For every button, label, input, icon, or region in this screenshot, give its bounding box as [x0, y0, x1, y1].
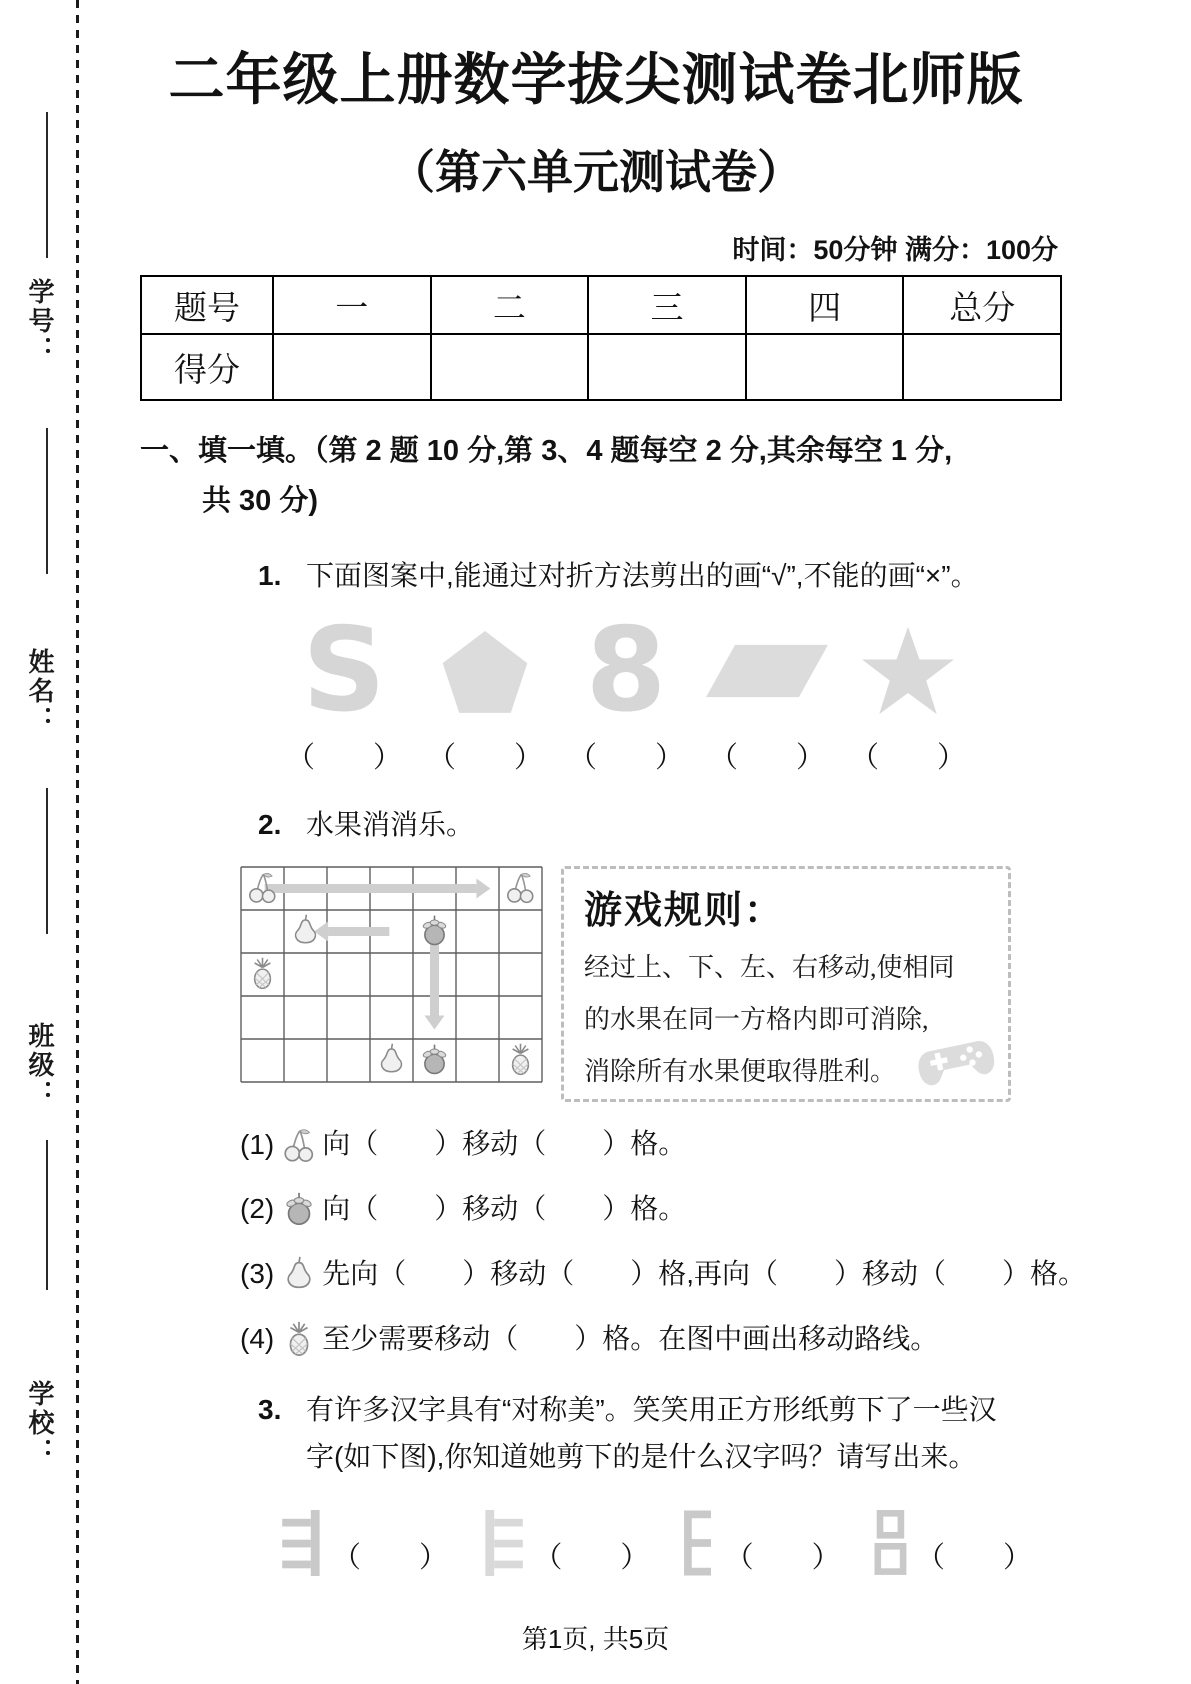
- section-heading-line1: 一、填一填。（第 2 题 10 分,第 3、4 题每空 2 分,其余每空 1 分,: [140, 435, 953, 467]
- answer-blank: （ ）: [724, 1541, 841, 1574]
- fruit-grid-figure: [240, 866, 543, 1083]
- answer-blank: （ ）: [849, 741, 966, 774]
- q1-figure-row: [280, 602, 972, 776]
- score-table: [140, 275, 1062, 401]
- student-no-label: 学号：: [25, 278, 55, 365]
- q2-sub-2-text: 向（ ）移动（ ）格。: [322, 1192, 687, 1224]
- q3-item-3: [683, 1510, 841, 1576]
- paper-cut-shape-2: [481, 1510, 525, 1576]
- pear-icon: [296, 915, 316, 943]
- q1-item-star: [844, 621, 972, 776]
- section-heading-line2: 共 30 分): [202, 484, 319, 517]
- class-label: 班级：: [25, 1022, 55, 1109]
- q2-sub-3: [240, 1252, 1087, 1297]
- school-label: 学校：: [25, 1380, 55, 1467]
- move-arrow-head: [425, 1016, 445, 1030]
- q2-sub-1: [240, 1122, 1072, 1167]
- q3-item-2: [481, 1510, 649, 1576]
- paper-cut-shape-3: [683, 1510, 717, 1576]
- mangosteen-icon: [422, 1045, 446, 1074]
- paper-cut-shape-4: [874, 1510, 908, 1576]
- shape-s: S: [302, 602, 386, 738]
- game-rules-line: 经过上、下、左、右移动,使相同: [584, 953, 955, 983]
- name-blank-line: [46, 428, 48, 574]
- score-table-header-cell: 二: [431, 276, 589, 334]
- score-table-header-cell: 总分: [903, 276, 1061, 334]
- q2-sub-1-label: (1): [240, 1128, 275, 1160]
- page-footer: 第1页, 共5页: [521, 1624, 670, 1654]
- pineapple-icon: [513, 1044, 529, 1075]
- q2-sub-4: [240, 1317, 1072, 1362]
- question-1-number: 1.: [258, 559, 282, 591]
- cherry-icon: [280, 1126, 318, 1164]
- answer-blank: （ ）: [708, 741, 825, 774]
- score-label-cell: 得分: [141, 334, 273, 400]
- shape-eight: 8: [585, 602, 667, 738]
- paper-cut-shape-1: [280, 1510, 324, 1576]
- q1-item-eight: [562, 602, 690, 776]
- answer-blank: （ ）: [533, 1541, 650, 1574]
- pentagon-shape: [439, 627, 531, 715]
- parallelogram-shape: [704, 641, 830, 701]
- question-3-text: [306, 1387, 997, 1479]
- q2-sub-3-text: 先向（ ）移动（ ）格,再向（ ）移动（ ）格。: [322, 1257, 1087, 1289]
- answer-blank: （ ）: [567, 741, 684, 774]
- name-label: 姓名：: [25, 648, 55, 735]
- page-title: 二年级上册数学拔尖测试卷北师版: [168, 48, 1024, 111]
- pear-icon: [382, 1044, 402, 1072]
- mangosteen-icon: [422, 916, 446, 945]
- score-table-header-cell: 三: [588, 276, 746, 334]
- score-cell-empty: [273, 334, 431, 400]
- class-blank-line: [46, 788, 48, 934]
- game-rules-title: 游戏规则：: [584, 890, 785, 933]
- answer-blank: （ ）: [332, 1541, 449, 1574]
- q3-item-4: [874, 1510, 1032, 1576]
- answer-blank: （ ）: [915, 1541, 1032, 1574]
- q3-item-1: [280, 1510, 448, 1576]
- answer-blank: （ ）: [426, 741, 543, 774]
- question-2-text: 水果消消乐。: [306, 808, 475, 840]
- pineapple-icon: [255, 958, 271, 989]
- question-1-text: 下面图案中,能通过对折方法剪出的画“√”,不能的画“×”。: [306, 559, 979, 591]
- pineapple-icon: [280, 1320, 318, 1358]
- page-subtitle: （第六单元测试卷）: [389, 146, 803, 198]
- score-cell-empty: [903, 334, 1061, 400]
- score-cell-empty: [588, 334, 746, 400]
- score-table-header-cell: 一: [273, 276, 431, 334]
- question-2: [258, 802, 1072, 848]
- main-content: [120, 0, 1087, 1576]
- q2-sub-1-text: 向（ ）移动（ ）格。: [322, 1128, 687, 1160]
- move-arrow-head: [314, 922, 328, 942]
- move-arrow-head: [476, 879, 490, 899]
- cherry-icon: [508, 874, 533, 903]
- q2-sub-2-label: (2): [240, 1193, 275, 1225]
- score-cell-empty: [431, 334, 589, 400]
- mangosteen-icon: [280, 1190, 318, 1228]
- q1-item-s: [280, 602, 408, 776]
- q2-sub-4-label: (4): [240, 1322, 275, 1354]
- pear-icon: [280, 1255, 318, 1293]
- star-shape: [860, 625, 956, 717]
- q2-sub-4-text: 至少需要移动（ ）格。在图中画出移动路线。: [322, 1322, 939, 1354]
- question-1: [258, 553, 1072, 599]
- score-cell-empty: [746, 334, 904, 400]
- exam-meta: 时间：50分钟 满分：100分: [732, 235, 1058, 265]
- game-rules-line: 的水果在同一方格内即可消除,: [584, 1005, 929, 1035]
- question-3-line1: 有许多汉字具有“对称美”。笑笑用正方形纸剪下了一些汉: [306, 1394, 997, 1426]
- q2-sub-2: [240, 1187, 1072, 1232]
- game-rules-line: 消除所有水果便取得胜利。: [584, 1057, 897, 1087]
- answer-blank: （ ）: [285, 741, 402, 774]
- question-2-number: 2.: [258, 808, 282, 840]
- fruit-grid: [240, 866, 543, 1083]
- q1-item-pentagon: [421, 621, 549, 776]
- section-one-heading: [140, 427, 1072, 527]
- question-3-number: 3.: [258, 1394, 282, 1426]
- q3-figure-row: [280, 1510, 1032, 1576]
- question-3-line2: 字(如下图),你知道她剪下的是什么汉字吗？请写出来。: [306, 1440, 977, 1472]
- score-table-header-cell: 题号: [141, 276, 273, 334]
- q2-figure-row: [240, 866, 1072, 1102]
- q1-item-parallelogram: [703, 621, 831, 776]
- student-no-blank-line: [46, 112, 48, 258]
- school-blank-line: [46, 1140, 48, 1290]
- q2-sub-3-label: (3): [240, 1258, 275, 1290]
- game-rules-box: [561, 866, 1011, 1102]
- question-3: [258, 1387, 1072, 1479]
- binding-dashed-line: [76, 0, 79, 1684]
- score-table-header-cell: 四: [746, 276, 904, 334]
